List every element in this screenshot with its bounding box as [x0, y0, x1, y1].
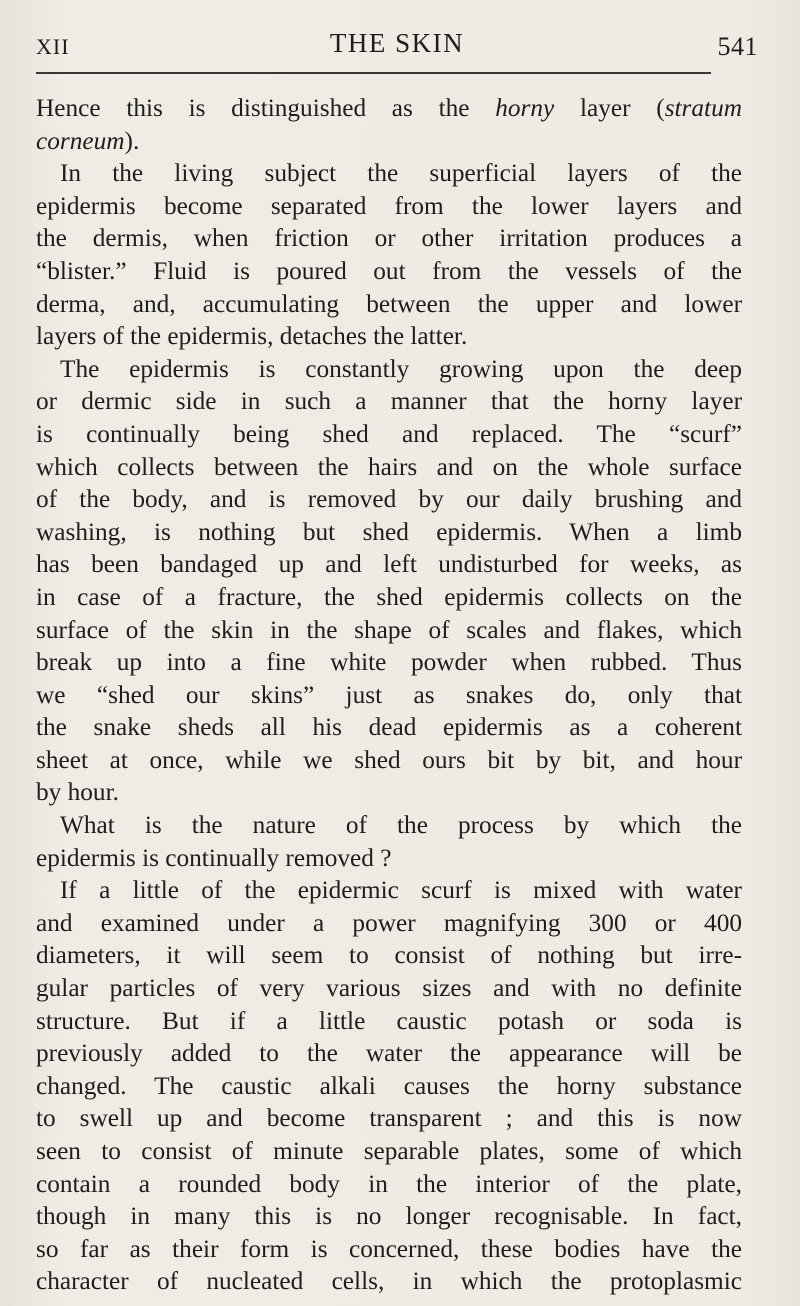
text-line: the snake sheds all his dead epidermis as a coherent: [36, 713, 742, 742]
text-line: to swell up and become transparent ; and this is now: [36, 1104, 742, 1133]
text-line: seen to consist of minute separable plates, some of which: [36, 1137, 742, 1165]
running-title: THE SKIN: [329, 28, 465, 58]
body-text: [36, 92, 742, 1298]
text-line: the dermis, when friction or other irritation produces a: [36, 224, 742, 253]
text-line: so far as their form is concerned, these bodies have the: [36, 1234, 742, 1263]
text-line: The epidermis is constantly growing upon the deep: [60, 354, 742, 383]
text-line: in case of a fracture, the shed epidermis collects on the: [36, 582, 742, 611]
text-line: though in many this is no longer recognisable. In fact,: [36, 1202, 742, 1231]
text-line: previously added to the water the appearance will be: [36, 1039, 742, 1068]
text-line: washing, is nothing but shed epidermis. When a limb: [36, 517, 742, 546]
text-line: surface of the skin in the shape of scales and flakes, which: [36, 615, 742, 644]
text-line: layers of the epidermis, detaches the latter.: [36, 322, 468, 351]
text-line: which collects between the hairs and on the whole surface: [36, 452, 742, 481]
text-line: derma, and, accumulating between the upper and lower: [36, 289, 742, 318]
running-header: [36, 28, 758, 68]
text-line: In the living subject the superficial layers of the: [60, 159, 742, 188]
text-line: we “shed our skins” just as snakes do, only that: [36, 680, 742, 709]
text-line: or dermic side in such a manner that the horny layer: [36, 387, 742, 416]
text-line: epidermis is continually removed ?: [36, 843, 392, 872]
text-line: character of nucleated cells, in which the protoplasmic: [36, 1267, 742, 1296]
text-line: and examined under a power magnifying 300 or 400: [36, 908, 742, 937]
header-rule: [36, 72, 711, 74]
text-line: sheet at once, while we shed ours bit by bit, and hour: [36, 745, 742, 774]
text-line: has been bandaged up and left undisturbed for weeks, as: [36, 550, 742, 579]
text-line: is continually being shed and replaced. The “scurf”: [36, 419, 742, 448]
text-line: contain a rounded body in the interior of the plate,: [36, 1169, 742, 1198]
text-line: Hence this is distinguished as the horny layer (stratum: [36, 94, 742, 122]
text-line: diameters, it will seem to consist of nothing but irre-: [36, 941, 742, 970]
text-line: structure. But if a little caustic potash or soda is: [36, 1006, 742, 1035]
text-line: gular particles of very various sizes and with no definite: [36, 974, 742, 1003]
text-line: epidermis become separated from the lower layers and: [36, 191, 742, 220]
text-line: If a little of the epidermic scurf is mixed with water: [60, 876, 742, 905]
text-line: “blister.” Fluid is poured out from the vessels of the: [36, 256, 742, 285]
text-line: changed. The caustic alkali causes the horny substance: [36, 1071, 742, 1100]
text-line: by hour.: [36, 778, 119, 807]
chapter-number: XII: [36, 34, 70, 59]
text-line: corneum).: [36, 126, 140, 155]
text-line: What is the nature of the process by which the: [60, 811, 742, 840]
text-line: break up into a fine white powder when rubbed. Thus: [36, 648, 742, 677]
text-line: of the body, and is removed by our daily brushing and: [36, 485, 742, 514]
page-number: 541: [717, 32, 758, 61]
